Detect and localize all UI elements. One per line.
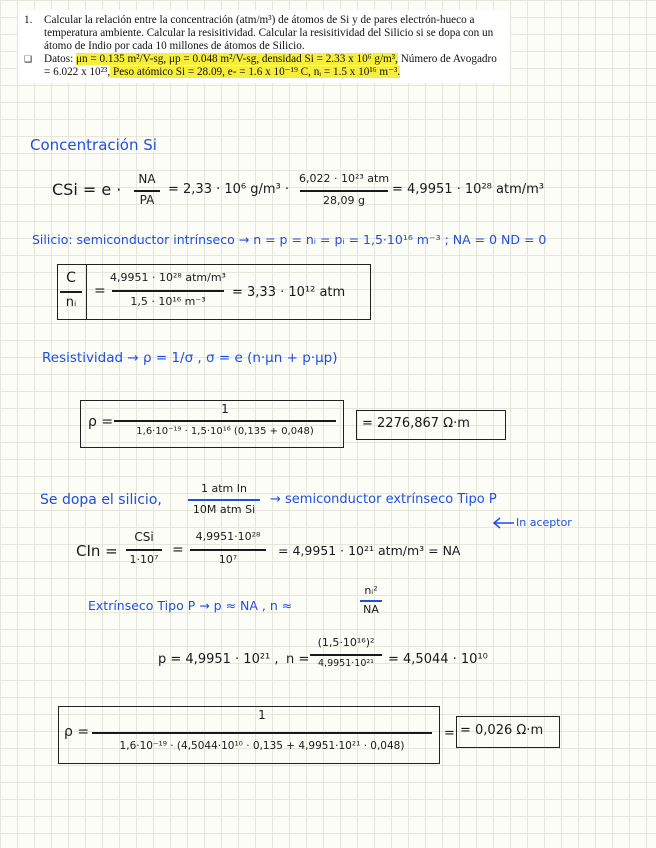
equals-sign: = <box>172 542 184 558</box>
rho2-den: 1,6·10⁻¹⁹ · (4,5044·10¹⁰ · 0,135 + 4,9951·10²¹ · 0,048) <box>119 740 405 752</box>
ratio-num: 4,9951 · 10²⁸ atm/m³ <box>110 271 226 284</box>
csi-lhs: CSi = e · <box>52 180 122 199</box>
dopa-frac-den: 10M atm Si <box>192 503 256 516</box>
equals-sign: = <box>444 726 455 741</box>
fraction-bar <box>92 732 432 734</box>
n-lhs: n = <box>286 652 310 667</box>
ext-num: nᵢ² <box>364 584 378 597</box>
heading-concentracion: Concentración Si <box>30 136 157 154</box>
equals-sign: = <box>94 283 106 299</box>
data-highlight-2: Peso atómico Si = 28.09, e- = 1.6 x 10⁻¹⁹ C, nᵢ = 1.5 x 10¹⁶ m⁻³. <box>110 66 401 78</box>
cin-num2: 4,9951·10²⁸ <box>195 530 261 543</box>
p-value: p = 4,9951 · 10²¹ , <box>158 652 279 667</box>
problem-text: Calcular la relación entre la concentración (atm/m³) de átomos de Si y de pares electrón-hueco a temperatura ambiente. Calcular la resisitividad. Calcular la resisitividad del Silicio si se dopa con un átomo de Indio por cada 10 millones de átomos de Silicio. <box>44 14 494 52</box>
fraction-bar <box>126 549 162 551</box>
extrinseco-line: Extrínseco Tipo P → p ≈ NA , n ≈ <box>88 598 293 613</box>
fraction-bar <box>134 190 160 192</box>
fraction-bar <box>360 600 382 602</box>
fraction-bar <box>310 654 382 656</box>
cin-num1: CSi <box>134 530 154 544</box>
ext-den: NA <box>363 603 379 616</box>
rho1-result: = 2276,867 Ω·m <box>362 416 470 431</box>
fraction-bar <box>112 290 224 292</box>
problem-item <box>24 14 504 53</box>
dopa-rest: → semiconductor extrínseco Tipo P <box>270 492 497 507</box>
rho1-den: 1,6·10⁻¹⁹ · 1,5·10¹⁶ (0,135 + 0,048) <box>136 426 314 437</box>
rho2-result: = 0,026 Ω·m <box>460 723 544 738</box>
csi-result: = 4,9951 · 10²⁸ atm/m³ <box>392 182 544 197</box>
n-result: = 4,5044 · 10¹⁰ <box>388 652 488 667</box>
data-plain: Número de Avogadro = 6.022 x 10²³, <box>44 53 497 78</box>
cin-den1: 1·10⁷ <box>129 553 159 566</box>
aceptor-note: In aceptor <box>516 516 572 529</box>
rho1-num: 1 <box>221 402 229 416</box>
dopa-frac-num: 1 atm In <box>201 482 247 495</box>
rho2-num: 1 <box>258 708 266 722</box>
ratio-result: = 3,33 · 10¹² atm <box>232 285 346 300</box>
data-highlight-1: μn = 0.135 m²/V-sg, μp = 0.048 m²/V-sg, densidad Si = 2.33 x 10⁶ g/m³, <box>76 53 398 65</box>
fraction-bar <box>60 291 82 293</box>
resistividad-line: Resistividad → ρ = 1/σ , σ = e (n·μn + p·μp) <box>42 350 338 366</box>
ratio-lhs-den: nᵢ <box>65 295 77 310</box>
csi-frac1-den: PA <box>139 193 155 207</box>
dopa-line: Se dopa el silicio, <box>40 492 162 508</box>
ratio-den: 1,5 · 10¹⁶ m⁻³ <box>130 295 206 308</box>
cin-den2: 10⁷ <box>218 553 238 566</box>
fraction-bar <box>188 499 260 501</box>
arrow-icon <box>492 516 516 530</box>
fraction-bar <box>114 420 336 422</box>
rho2-lhs: ρ = <box>64 724 90 740</box>
csi-frac2-num: 6,022 · 10²³ atm <box>298 172 390 185</box>
csi-frac1-num: NA <box>138 172 156 186</box>
fraction-bar <box>300 190 388 192</box>
bullet-icon: ❑ <box>24 54 33 64</box>
cin-result: = 4,9951 · 10²¹ atm/m³ = NA <box>278 543 461 558</box>
silicio-line: Silicio: semiconductor intrínseco → n = p = nᵢ = pᵢ = 1,5·10¹⁶ m⁻³ ; NA = 0 ND = 0 <box>32 232 547 247</box>
problem-number: 1. <box>24 14 33 26</box>
fraction-bar <box>190 549 266 551</box>
rho1-lhs: ρ = <box>88 414 114 430</box>
data-item <box>24 53 504 79</box>
cin-lhs: CIn = <box>76 542 118 560</box>
data-text <box>44 53 504 79</box>
csi-frac2-den: 28,09 g <box>323 194 365 207</box>
n-num: (1,5·10¹⁶)² <box>317 636 375 649</box>
problem-statement <box>18 10 510 83</box>
n-den: 4,9951·10²¹ <box>318 658 374 669</box>
csi-mid: = 2,33 · 10⁶ g/m³ · <box>168 182 290 197</box>
ratio-lhs-num: C <box>66 270 76 286</box>
data-prefix: Datos: <box>44 53 77 65</box>
